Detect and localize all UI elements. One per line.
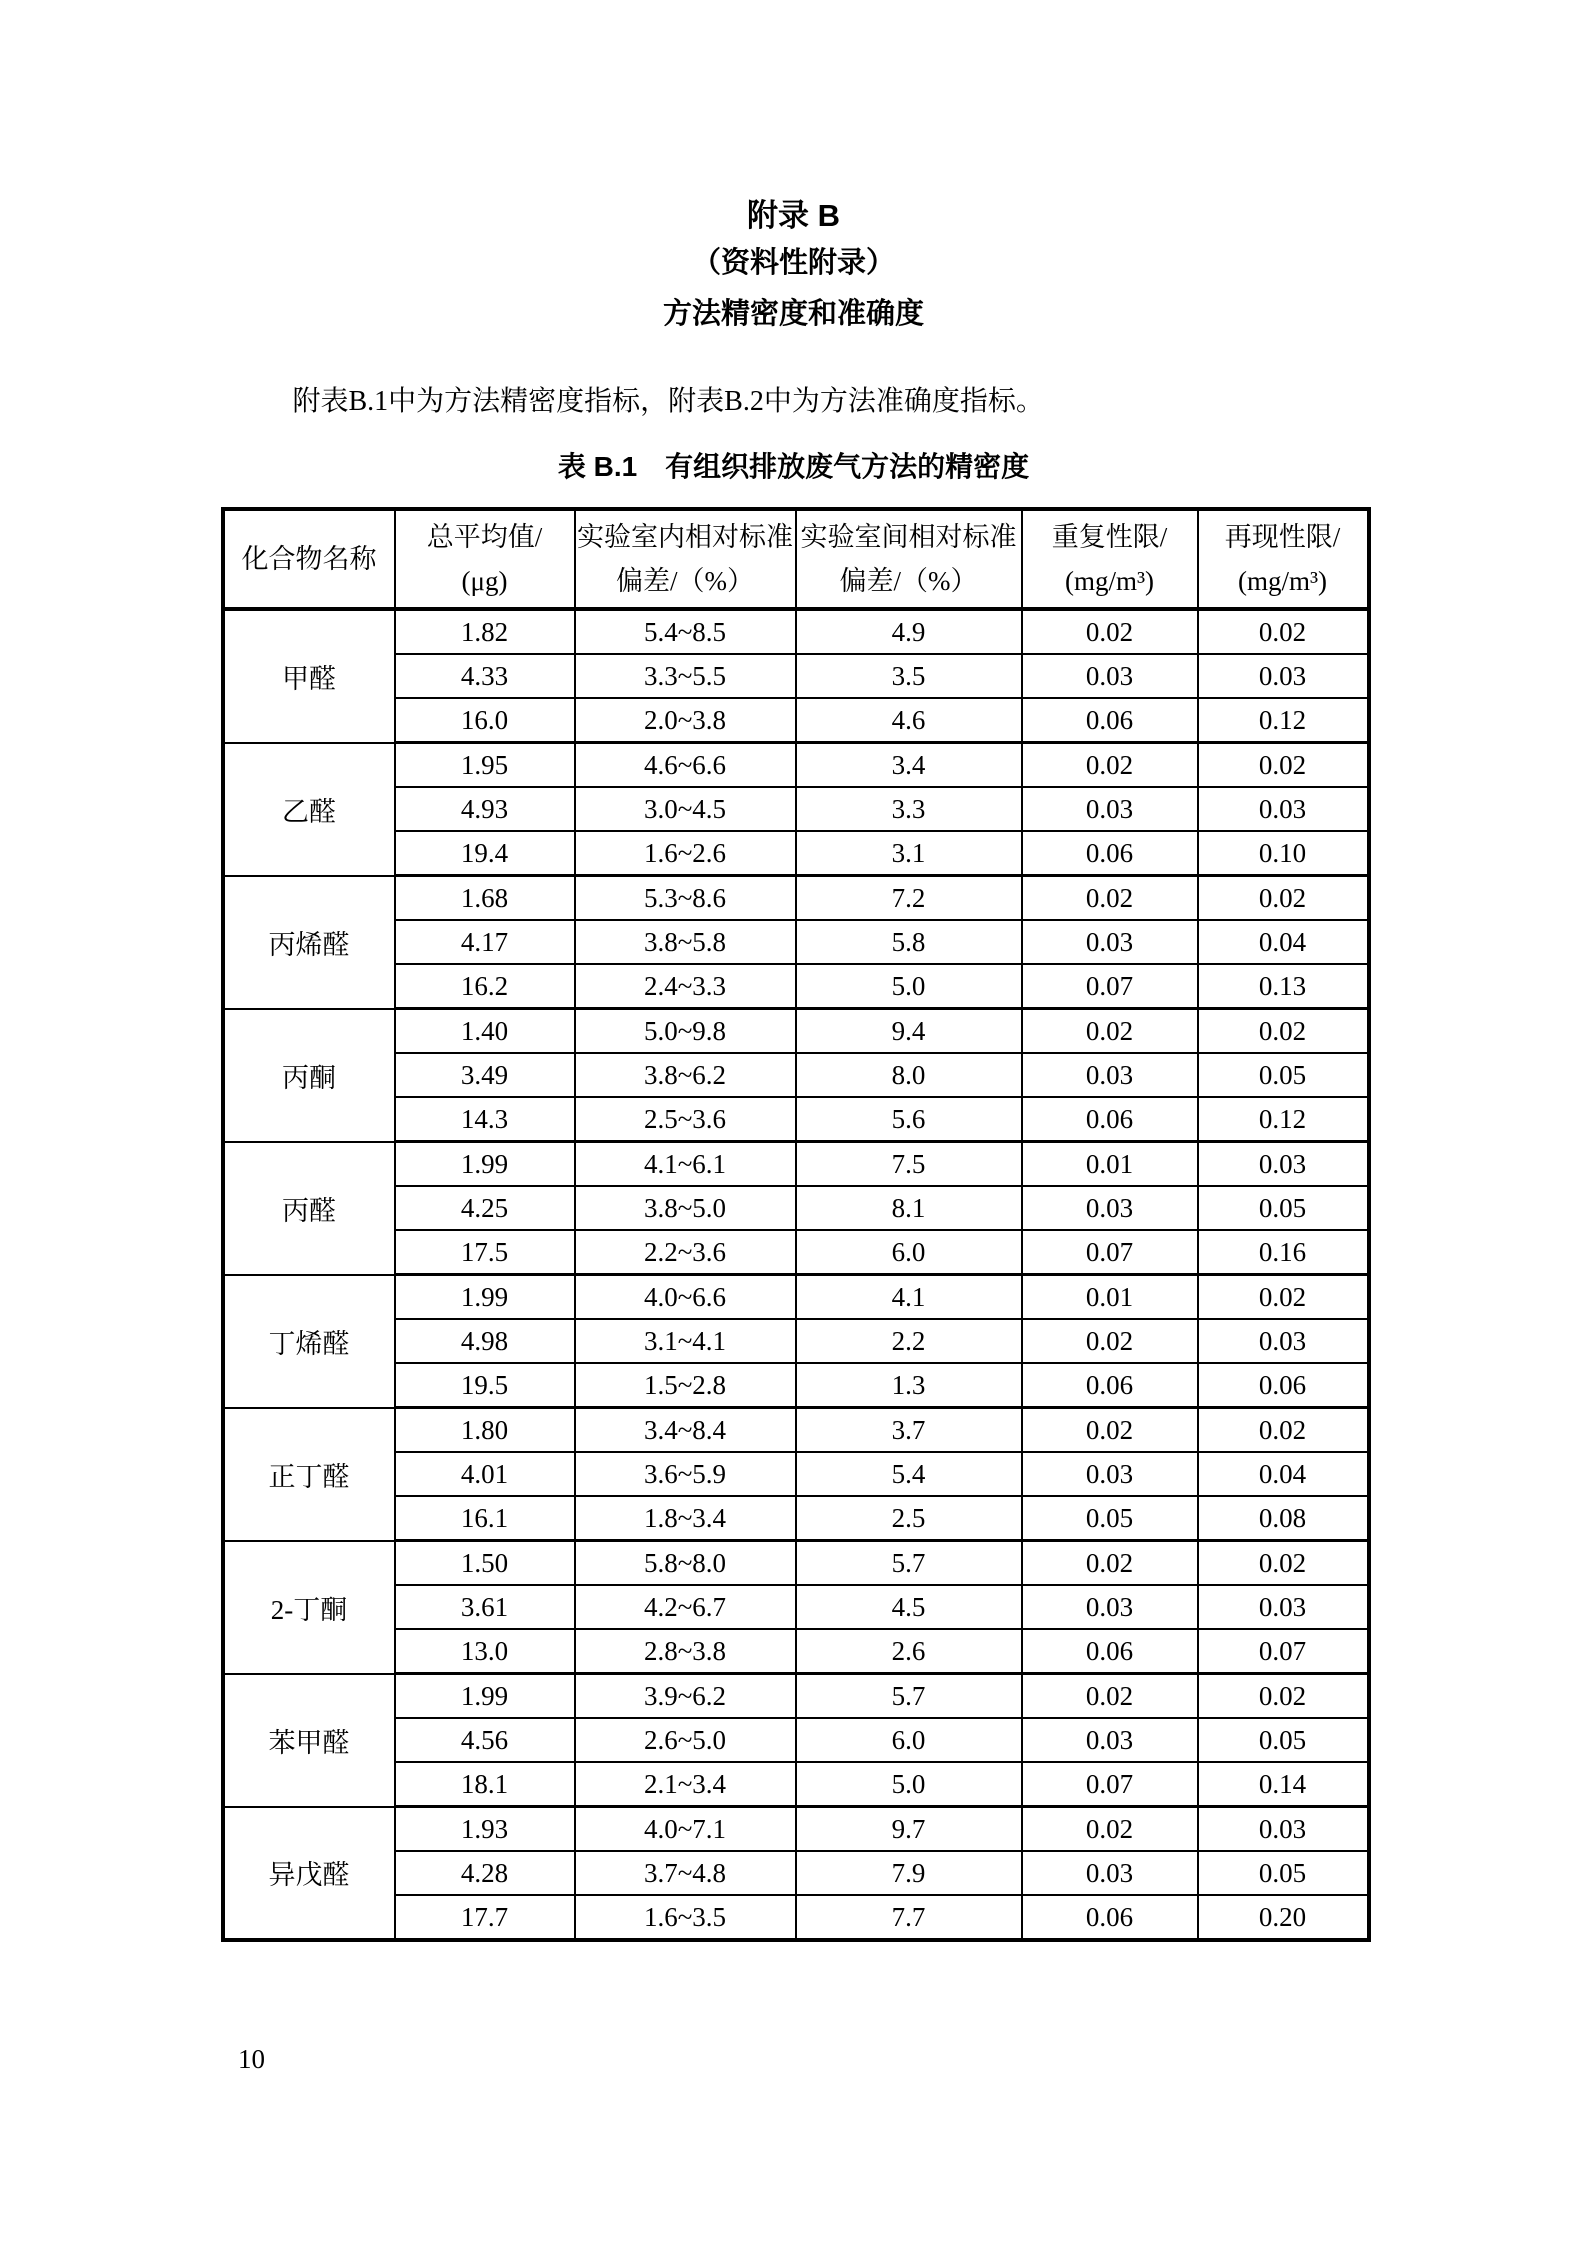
value-cell: 0.03 [1022, 1585, 1198, 1629]
value-cell: 1.99 [395, 1275, 575, 1320]
value-cell: 0.04 [1198, 1452, 1369, 1496]
value-cell: 17.7 [395, 1895, 575, 1940]
header-compound-label: 化合物名称 [241, 544, 377, 574]
value-cell: 4.56 [395, 1718, 575, 1762]
value-cell: 1.6~2.6 [575, 831, 796, 876]
value-cell: 0.06 [1022, 1363, 1198, 1408]
value-cell: 3.4 [796, 743, 1022, 788]
value-cell: 1.68 [395, 876, 575, 921]
value-cell: 0.03 [1198, 1142, 1369, 1187]
value-cell: 0.05 [1198, 1186, 1369, 1230]
table-row [223, 1186, 1369, 1230]
value-cell: 1.8~3.4 [575, 1496, 796, 1541]
header-repeatability-limit-line2: (mg/m³) [1064, 566, 1155, 596]
value-cell: 0.05 [1198, 1718, 1369, 1762]
value-cell: 3.1~4.1 [575, 1319, 796, 1363]
header-intra-lab-rsd-line2: 偏差/（%） [616, 566, 754, 596]
value-cell: 14.3 [395, 1097, 575, 1142]
value-cell: 0.02 [1022, 609, 1198, 654]
value-cell: 0.02 [1022, 1009, 1198, 1054]
value-cell: 0.10 [1198, 831, 1369, 876]
value-cell: 2.5~3.6 [575, 1097, 796, 1142]
value-cell: 0.06 [1022, 1629, 1198, 1674]
header-compound [223, 509, 395, 609]
table-row [223, 1452, 1369, 1496]
value-cell: 0.13 [1198, 964, 1369, 1009]
value-cell: 0.02 [1198, 1275, 1369, 1320]
header-repeatability-limit-line1: 重复性限/ [1051, 522, 1168, 552]
value-cell: 3.49 [395, 1053, 575, 1097]
value-cell: 16.2 [395, 964, 575, 1009]
value-cell: 2.6 [796, 1629, 1022, 1674]
value-cell: 2.4~3.3 [575, 964, 796, 1009]
value-cell: 4.28 [395, 1851, 575, 1895]
value-cell: 17.5 [395, 1230, 575, 1275]
value-cell: 0.05 [1198, 1053, 1369, 1097]
value-cell: 0.06 [1198, 1363, 1369, 1408]
compound-name-cell: 乙醛 [223, 743, 395, 876]
value-cell: 2.2~3.6 [575, 1230, 796, 1275]
value-cell: 0.01 [1022, 1142, 1198, 1187]
table-row [223, 1053, 1369, 1097]
value-cell: 0.12 [1198, 698, 1369, 743]
value-cell: 4.2~6.7 [575, 1585, 796, 1629]
header-reproducibility-limit-line1: 再现性限/ [1224, 522, 1341, 552]
table-row [223, 698, 1369, 743]
value-cell: 0.06 [1022, 698, 1198, 743]
value-cell: 5.4~8.5 [575, 609, 796, 654]
table-row [223, 964, 1369, 1009]
table-row [223, 1674, 1369, 1719]
table-row [223, 1807, 1369, 1852]
value-cell: 0.02 [1022, 743, 1198, 788]
value-cell: 2.5 [796, 1496, 1022, 1541]
value-cell: 0.03 [1198, 1585, 1369, 1629]
value-cell: 3.8~5.0 [575, 1186, 796, 1230]
page-number: 10 [238, 2044, 265, 2074]
value-cell: 6.0 [796, 1718, 1022, 1762]
table-row [223, 1142, 1369, 1187]
value-cell: 3.7 [796, 1408, 1022, 1453]
value-cell: 3.9~6.2 [575, 1674, 796, 1719]
value-cell: 4.98 [395, 1319, 575, 1363]
value-cell: 3.1 [796, 831, 1022, 876]
compound-name-cell: 异戊醛 [223, 1807, 395, 1941]
table-caption: 表 B.1 有组织排放废气方法的精密度 [557, 451, 1030, 482]
value-cell: 7.5 [796, 1142, 1022, 1187]
value-cell: 0.03 [1022, 654, 1198, 698]
value-cell: 1.82 [395, 609, 575, 654]
compound-name-cell: 正丁醛 [223, 1408, 395, 1541]
value-cell: 1.80 [395, 1408, 575, 1453]
value-cell: 2.6~5.0 [575, 1718, 796, 1762]
table-row [223, 1363, 1369, 1408]
value-cell: 5.0~9.8 [575, 1009, 796, 1054]
value-cell: 0.06 [1022, 1895, 1198, 1940]
value-cell: 0.03 [1198, 654, 1369, 698]
intro-paragraph: 附表B.1中为方法精密度指标，附表B.2中为方法准确度指标。 [292, 386, 1044, 417]
table-row [223, 1230, 1369, 1275]
value-cell: 18.1 [395, 1762, 575, 1807]
value-cell: 3.3~5.5 [575, 654, 796, 698]
value-cell: 5.8~8.0 [575, 1541, 796, 1586]
table-row [223, 1275, 1369, 1320]
table-row [223, 1895, 1369, 1940]
value-cell: 0.07 [1022, 964, 1198, 1009]
value-cell: 0.02 [1198, 1009, 1369, 1054]
header-mean [395, 509, 575, 609]
header-mean-line1: 总平均值/ [426, 522, 543, 552]
table-row [223, 1009, 1369, 1054]
value-cell: 5.0 [796, 1762, 1022, 1807]
value-cell: 0.03 [1022, 1851, 1198, 1895]
value-cell: 4.5 [796, 1585, 1022, 1629]
table-row [223, 1762, 1369, 1807]
value-cell: 1.93 [395, 1807, 575, 1852]
value-cell: 4.33 [395, 654, 575, 698]
header-inter-lab-rsd [796, 509, 1022, 609]
value-cell: 2.1~3.4 [575, 1762, 796, 1807]
header-reproducibility-limit [1198, 509, 1369, 609]
value-cell: 3.3 [796, 787, 1022, 831]
value-cell: 1.50 [395, 1541, 575, 1586]
table-row [223, 1496, 1369, 1541]
table-row [223, 743, 1369, 788]
value-cell: 3.8~5.8 [575, 920, 796, 964]
value-cell: 8.0 [796, 1053, 1022, 1097]
value-cell: 0.02 [1198, 1541, 1369, 1586]
value-cell: 0.12 [1198, 1097, 1369, 1142]
value-cell: 7.2 [796, 876, 1022, 921]
value-cell: 0.03 [1022, 1186, 1198, 1230]
table-row [223, 787, 1369, 831]
value-cell: 5.4 [796, 1452, 1022, 1496]
value-cell: 0.03 [1022, 787, 1198, 831]
value-cell: 0.02 [1022, 1674, 1198, 1719]
value-cell: 2.0~3.8 [575, 698, 796, 743]
value-cell: 19.4 [395, 831, 575, 876]
header-repeatability-limit [1022, 509, 1198, 609]
value-cell: 0.05 [1198, 1851, 1369, 1895]
value-cell: 3.7~4.8 [575, 1851, 796, 1895]
value-cell: 0.05 [1022, 1496, 1198, 1541]
value-cell: 0.02 [1022, 1807, 1198, 1852]
table-row [223, 1319, 1369, 1363]
value-cell: 0.06 [1022, 1097, 1198, 1142]
value-cell: 0.02 [1022, 1319, 1198, 1363]
value-cell: 1.6~3.5 [575, 1895, 796, 1940]
value-cell: 0.06 [1022, 831, 1198, 876]
value-cell: 2.8~3.8 [575, 1629, 796, 1674]
appendix-title: 附录 B [747, 198, 840, 233]
value-cell: 0.03 [1022, 920, 1198, 964]
table-row [223, 920, 1369, 964]
header-row [223, 509, 1369, 609]
value-cell: 0.16 [1198, 1230, 1369, 1275]
table-header [223, 509, 1369, 609]
value-cell: 0.07 [1022, 1230, 1198, 1275]
table-row [223, 609, 1369, 654]
header-inter-lab-rsd-line1: 实验室间相对标准 [800, 522, 1017, 552]
value-cell: 0.02 [1022, 876, 1198, 921]
compound-name-cell: 丙酮 [223, 1009, 395, 1142]
table-row [223, 876, 1369, 921]
table-row [223, 831, 1369, 876]
value-cell: 0.02 [1198, 1408, 1369, 1453]
table-row [223, 1408, 1369, 1453]
value-cell: 1.5~2.8 [575, 1363, 796, 1408]
value-cell: 4.6~6.6 [575, 743, 796, 788]
value-cell: 6.0 [796, 1230, 1022, 1275]
value-cell: 19.5 [395, 1363, 575, 1408]
value-cell: 4.9 [796, 609, 1022, 654]
value-cell: 1.3 [796, 1363, 1022, 1408]
compound-name-cell: 甲醛 [223, 609, 395, 743]
value-cell: 9.4 [796, 1009, 1022, 1054]
value-cell: 1.40 [395, 1009, 575, 1054]
compound-name-cell: 2-丁酮 [223, 1541, 395, 1674]
header-intra-lab-rsd [575, 509, 796, 609]
value-cell: 0.07 [1022, 1762, 1198, 1807]
appendix-subtitle: （资料性附录） [691, 247, 895, 279]
value-cell: 0.02 [1198, 743, 1369, 788]
value-cell: 0.03 [1198, 1807, 1369, 1852]
value-cell: 4.0~6.6 [575, 1275, 796, 1320]
value-cell: 5.0 [796, 964, 1022, 1009]
compound-name-cell: 丁烯醛 [223, 1275, 395, 1408]
table-row [223, 1851, 1369, 1895]
value-cell: 9.7 [796, 1807, 1022, 1852]
value-cell: 2.2 [796, 1319, 1022, 1363]
header-intra-lab-rsd-line1: 实验室内相对标准 [577, 522, 793, 552]
value-cell: 1.95 [395, 743, 575, 788]
value-cell: 3.0~4.5 [575, 787, 796, 831]
table-row [223, 1541, 1369, 1586]
header-mean-line2: (μg) [461, 566, 508, 596]
page-content [221, 0, 1367, 1942]
value-cell: 5.7 [796, 1541, 1022, 1586]
value-cell: 4.1 [796, 1275, 1022, 1320]
value-cell: 7.9 [796, 1851, 1022, 1895]
value-cell: 3.5 [796, 654, 1022, 698]
value-cell: 4.6 [796, 698, 1022, 743]
table-row [223, 1629, 1369, 1674]
value-cell: 0.02 [1022, 1408, 1198, 1453]
table-row [223, 1097, 1369, 1142]
value-cell: 0.03 [1198, 787, 1369, 831]
value-cell: 1.99 [395, 1674, 575, 1719]
value-cell: 4.01 [395, 1452, 575, 1496]
value-cell: 0.03 [1022, 1053, 1198, 1097]
value-cell: 3.4~8.4 [575, 1408, 796, 1453]
table-row [223, 654, 1369, 698]
value-cell: 0.08 [1198, 1496, 1369, 1541]
value-cell: 1.99 [395, 1142, 575, 1187]
value-cell: 0.20 [1198, 1895, 1369, 1940]
value-cell: 5.7 [796, 1674, 1022, 1719]
value-cell: 16.0 [395, 698, 575, 743]
value-cell: 0.02 [1022, 1541, 1198, 1586]
value-cell: 16.1 [395, 1496, 575, 1541]
value-cell: 0.02 [1198, 1674, 1369, 1719]
value-cell: 4.93 [395, 787, 575, 831]
compound-name-cell: 丙烯醛 [223, 876, 395, 1009]
value-cell: 3.6~5.9 [575, 1452, 796, 1496]
value-cell: 0.03 [1022, 1452, 1198, 1496]
compound-name-cell: 丙醛 [223, 1142, 395, 1275]
value-cell: 4.25 [395, 1186, 575, 1230]
value-cell: 5.8 [796, 920, 1022, 964]
precision-table [221, 507, 1371, 1942]
value-cell: 0.04 [1198, 920, 1369, 964]
appendix-heading: 方法精密度和准确度 [662, 298, 924, 330]
value-cell: 4.1~6.1 [575, 1142, 796, 1187]
value-cell: 8.1 [796, 1186, 1022, 1230]
value-cell: 3.61 [395, 1585, 575, 1629]
value-cell: 4.17 [395, 920, 575, 964]
value-cell: 5.3~8.6 [575, 876, 796, 921]
table-row [223, 1718, 1369, 1762]
value-cell: 0.02 [1198, 609, 1369, 654]
table-body [223, 609, 1369, 1940]
value-cell: 0.03 [1198, 1319, 1369, 1363]
value-cell: 0.01 [1022, 1275, 1198, 1320]
header-reproducibility-limit-line2: (mg/m³) [1237, 566, 1328, 596]
value-cell: 0.02 [1198, 876, 1369, 921]
value-cell: 5.6 [796, 1097, 1022, 1142]
value-cell: 0.03 [1022, 1718, 1198, 1762]
value-cell: 4.0~7.1 [575, 1807, 796, 1852]
value-cell: 0.07 [1198, 1629, 1369, 1674]
value-cell: 7.7 [796, 1895, 1022, 1940]
value-cell: 0.14 [1198, 1762, 1369, 1807]
value-cell: 3.8~6.2 [575, 1053, 796, 1097]
compound-name-cell: 苯甲醛 [223, 1674, 395, 1807]
value-cell: 13.0 [395, 1629, 575, 1674]
table-row [223, 1585, 1369, 1629]
header-inter-lab-rsd-line2: 偏差/（%） [839, 566, 978, 596]
